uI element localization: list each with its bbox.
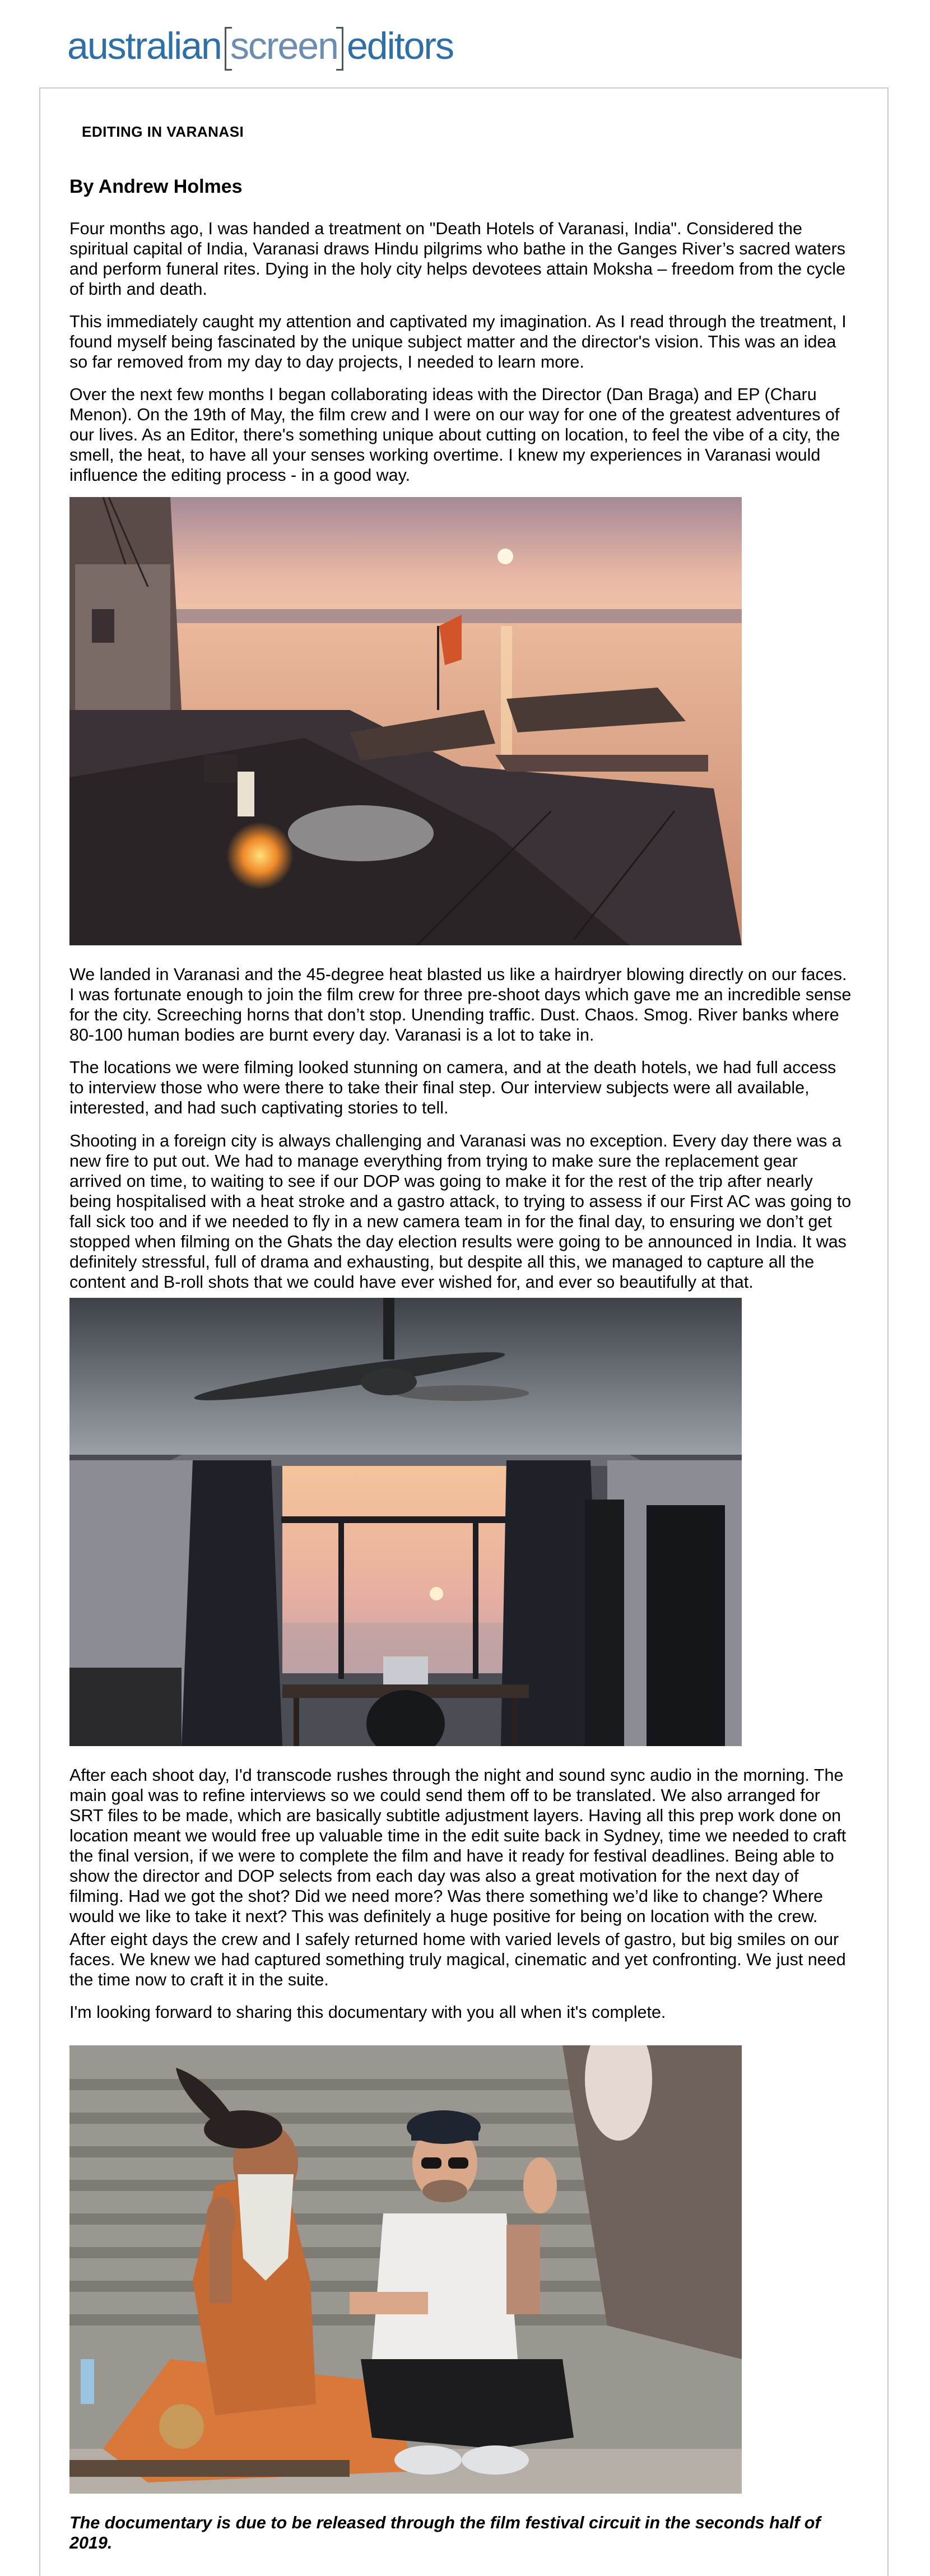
ghat-sunrise-image bbox=[69, 497, 742, 945]
paragraph-closing: I'm looking forward to sharing this documentary with you all when it's complete. bbox=[69, 2003, 666, 2022]
paragraph-attention: This immediately caught my attention and captivated my imagination. As I read through the treatment, I found myself being fascinated by the unique subject matter and the director's vision. This was an idea so far removed from my day to day projects, I needed to learn more. bbox=[69, 312, 847, 372]
logo-word-screen: screen bbox=[225, 27, 343, 65]
paragraph-arrival: We landed in Varanasi and the 45-degree heat blasted us like a hairdryer blowing directly on our faces. I was fortunate enough to join the film crew for three pre-shoot days which gave me an incredible sense for the city. Screeching horns that don’t stop. Unending traffic. Dust. Chaos. Smog. River banks where 80-100 human bodies are burnt every day. Varanasi is a lot to take in. bbox=[69, 965, 852, 1045]
section-heading: EDITING IN VARANASI bbox=[82, 123, 244, 140]
logo-word-australian: australian bbox=[67, 25, 221, 67]
article-byline: By Andrew Holmes bbox=[69, 176, 243, 197]
sadhu-and-editor-image bbox=[69, 2045, 742, 2494]
logo-word-editors: editors bbox=[346, 25, 454, 67]
photo-sadhu-and-editor bbox=[69, 2045, 742, 2494]
photo-ghat-sunrise bbox=[69, 497, 742, 945]
photo-hotel-room bbox=[69, 1298, 742, 1746]
paragraph-return: After eight days the crew and I safely returned home with varied levels of gastro, but big smiles on our faces. We knew we had captured something truly magical, cinematic and yet confronting. We just need the time now to craft it in the suite. bbox=[69, 1930, 846, 1989]
site-logo[interactable] bbox=[67, 27, 453, 65]
paragraph-workflow: After each shoot day, I'd transcode rushes through the night and sound sync audio in the morning. The main goal was to refine interviews so we could send them off to be translated. We also arranged for SRT files to be made, which are basically subtitle adjustment layers. Having all this prep work done on location meant we would free up valuable time in the edit suite back in Sydney, time we needed to craft the final version, if we were to complete the film and have it ready for festival deadlines. Being able to show the director and DOP selects from each day was also a great motivation for the next day of filming. Had we got the shot? Did we need more? Was there something we’d like to change? Where would we like to take it next? This was definitely a huge positive for being on location with the crew. bbox=[69, 1766, 847, 1926]
paragraph-challenges: Shooting in a foreign city is always challenging and Varanasi was no exception. Every day there was a new fire to put out. We had to manage everything from trying to make sure the replacement gear arrived on time, to waiting to see if our DOP was going to make it for the rest of the trip after nearly being hospitalised with a heat stroke and a gastro attack, to trying to assess if our First AC was going to fall sick too and if we needed to fly in a new camera team in for the final day, to ensuring we don’t get stopped when filming on the Ghats the day election results were going to be announced in India. It was definitely stressful, full of drama and exhausting, but despite all this, we managed to capture all the content and B-roll shots that we could have ever wished for, and ever so beautifully at that. bbox=[69, 1131, 852, 1292]
paragraph-locations: The locations we were filming looked stunning on camera, and at the death hotels, we had full access to interview those who were there to take their final step. Our interview subjects were all available, interested, and had such captivating stories to tell. bbox=[69, 1058, 836, 1117]
article-caption: The documentary is due to be released through the film festival circuit in the seconds half of 2019. bbox=[69, 2513, 821, 2552]
paragraph-collaboration: Over the next few months I began collaborating ideas with the Director (Dan Braga) and EP (Charu Menon). On the 19th of May, the film crew and I were on our way for one of the greatest adventures of our lives. As an Editor, there's something unique about cutting on location, to feel the vibe of a city, the smell, the heat, to have all your senses working overtime. I knew my experiences in Varanasi would influence the editing process - in a good way. bbox=[69, 385, 840, 485]
hotel-room-image bbox=[69, 1298, 742, 1746]
paragraph-intro: Four months ago, I was handed a treatment on "Death Hotels of Varanasi, India". Considered the spiritual capital of India, Varanasi draws Hindu pilgrims who bathe in the Ganges River’s sacred waters and perform funeral rites. Dying in the holy city helps devotees attain Moksha – freedom from the cycle of birth and death. bbox=[69, 219, 846, 299]
